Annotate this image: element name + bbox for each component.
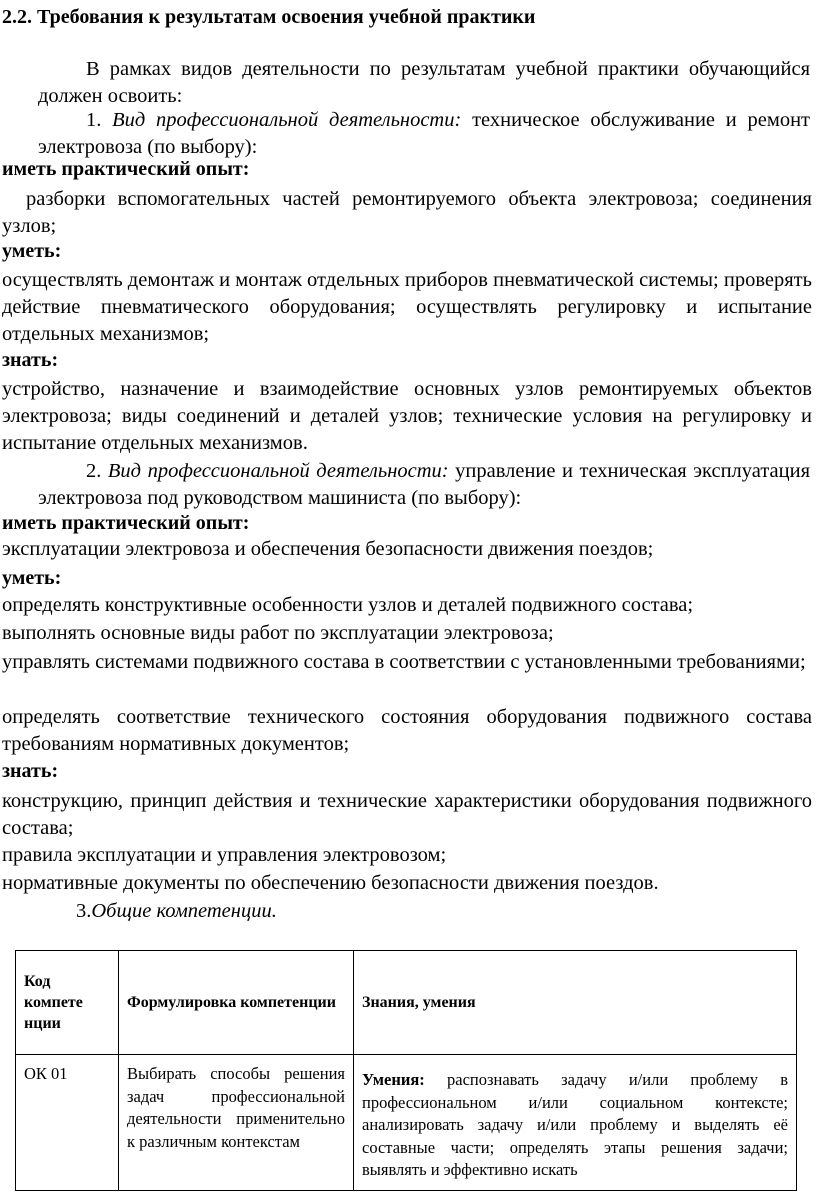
item2-skill-item: выполнять основные виды работ по эксплуатации электровоза; (2, 622, 554, 644)
item2-skills-label: уметь: (2, 567, 62, 589)
competencies-table (15, 950, 797, 1191)
skills-label: Умения: (362, 1070, 425, 1089)
competency-skills (362, 1069, 788, 1182)
item3-label: Общие компетенции. (91, 900, 277, 922)
table-cell (119, 1055, 354, 1191)
item2-number: 2. (86, 460, 102, 482)
item1-knowledge-text: устройство, назначение и взаимодействие основных узлов ремонтируемых объектов электровоза; виды соединений и деталей узлов; технические условия на регулировку и испытание отдельных механизмов. (2, 378, 812, 455)
section-heading: 2.2. Требования к результатам освоения учебной практики (2, 6, 536, 28)
item2-type-text: управление и техническая эксплуатация электровоза под руководством машиниста (по выбору): (38, 460, 810, 510)
table-row (16, 1055, 797, 1191)
item2-experience-label: иметь практический опыт: (2, 512, 250, 534)
intro-paragraph: В рамках видов деятельности по результатам учебной практики обучающийся должен освоить: (38, 58, 810, 108)
header-code: Код компете нции (24, 973, 83, 1032)
table-header-cell (354, 951, 797, 1055)
item2-skill-item: управлять системами подвижного состава в соответствии с установленными требованиями; (2, 651, 806, 673)
table-header-cell (16, 951, 119, 1055)
table-header-cell (119, 951, 354, 1055)
item1-number: 1. (86, 109, 102, 131)
item3-number: 3. (76, 900, 92, 922)
table-cell (354, 1055, 797, 1191)
item1-type-label: Вид профессиональной деятельности: (112, 109, 462, 131)
item3-paragraph (76, 900, 277, 923)
item2-type-label: Вид профессиональной деятельности: (107, 460, 449, 482)
item2-knowledge-item: правила эксплуатации и управления электровозом; (2, 844, 447, 866)
item1-skills-text: осуществлять демонтаж и монтаж отдельных приборов пневматической системы; проверять действие пневматического оборудования; осуществлять регулировку и испытание отдельных механизмов; (2, 269, 812, 346)
item1-experience-text: разборки вспомогательных частей ремонтируемого объекта электровоза; соединения узлов; (2, 188, 812, 238)
item2-knowledge-label: знать: (2, 760, 59, 782)
header-knowledge-skills: Знания, умения (362, 994, 476, 1011)
item2-experience-text: эксплуатации электровоза и обеспечения безопасности движения поездов; (2, 538, 654, 560)
table-header-row (16, 951, 797, 1055)
item1-knowledge-label: знать: (2, 349, 59, 371)
item2-knowledge-item: конструкцию, принцип действия и технические характеристики оборудования подвижного состава; (2, 790, 812, 840)
item1-experience-label: иметь практический опыт: (2, 158, 250, 180)
item1-type-text: техническое обслуживание и ремонт электровоза (по выбору): (38, 109, 811, 159)
item2-paragraph (38, 458, 810, 512)
header-formulation: Формулировка компетенции (127, 994, 336, 1011)
item2-knowledge-item: нормативные документы по обеспечению безопасности движения поездов. (2, 872, 659, 894)
competency-formulation: Выбирать способы решения задач профессиональной деятельности применительно к различным контекстам (127, 1064, 345, 1151)
item1-paragraph (38, 107, 810, 161)
skills-text: распознавать задачу и/или проблему в профессиональном и/или социальном контексте; анализировать задачу и/или проблему и выделять её составные части; определять этапы решения задачи; выявлять и эффективно искать (362, 1070, 789, 1179)
table-cell (16, 1055, 119, 1191)
item2-skill-item: определять конструктивные особенности узлов и деталей подвижного состава; (2, 594, 694, 616)
item1-skills-label: уметь: (2, 240, 62, 262)
competency-code: ОК 01 (24, 1064, 68, 1083)
item2-skill-item: определять соответствие технического состояния оборудования подвижного состава требованиям нормативных документов; (2, 706, 812, 756)
